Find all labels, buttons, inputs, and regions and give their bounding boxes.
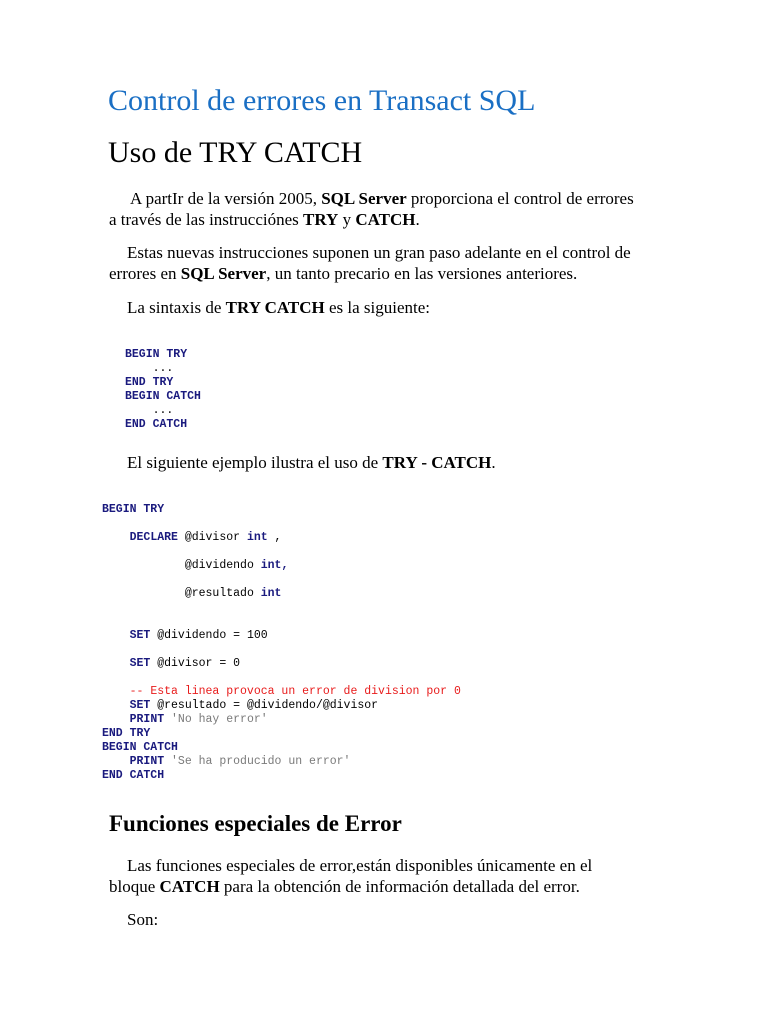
code-keyword: SET [129,699,151,712]
example-intro [127,452,496,473]
code-keyword: END TRY [102,727,151,740]
code-keyword: int, [260,559,289,572]
code-string: 'Se ha producido un error' [164,755,351,768]
code-keyword: int [246,531,268,544]
code-keyword: END CATCH [125,418,188,431]
para2-line-2 [109,263,631,284]
text-bold: TRY CATCH [225,298,325,317]
para2-line-1: Estas nuevas instrucciones suponen un gran paso adelante en el control de [127,243,631,262]
code-keyword: END CATCH [102,769,165,782]
code-keyword: END TRY [125,376,174,389]
text: , un tanto precario en las versiones anteriores. [266,264,578,283]
code-text: , [267,531,282,544]
example-code-block [102,503,461,783]
code-keyword: SET [129,657,151,670]
syntax-code-block [125,348,201,432]
text-bold: CATCH [159,877,220,896]
text: es la siguiente: [324,298,430,317]
page-title: Control de errores en Transact SQL [108,84,536,117]
text: proporciona el control de errores [406,189,634,208]
text-bold: SQL Server [180,264,267,283]
code-keyword: int [260,587,282,600]
para3-line-2 [109,876,592,897]
code-keyword: PRINT [129,713,165,726]
code-text: @dividendo = 100 [150,629,268,642]
text: A partIr de la versión 2005, [130,189,322,208]
code-keyword: BEGIN CATCH [102,741,178,754]
code-text: @resultado [184,587,261,600]
code-text: @divisor = 0 [150,657,241,670]
son-label: Son: [127,910,159,929]
code-keyword: BEGIN TRY [125,348,188,361]
code-keyword: BEGIN TRY [102,503,165,516]
paragraph-3 [109,855,592,897]
text-bold: CATCH [355,210,416,229]
code-text: ... [152,362,174,375]
code-text: @resultado = @dividendo/@divisor [150,699,379,712]
code-text: @divisor [177,531,247,544]
text: . [491,453,496,472]
text: La sintaxis de [127,298,226,317]
text: errores en [109,264,181,283]
text: . [415,210,420,229]
syntax-intro [127,297,430,318]
text-bold: TRY [303,210,339,229]
section-heading-error-functions: Funciones especiales de Error [109,811,402,836]
intro-line-2 [109,209,634,230]
text-bold: TRY - CATCH [382,453,492,472]
para3-line-1: Las funciones especiales de error,están disponibles únicamente en el [127,856,593,875]
code-keyword: DECLARE [129,531,178,544]
text: El siguiente ejemplo ilustra el uso de [127,453,383,472]
code-keyword: SET [129,629,151,642]
text: y [338,210,356,229]
intro-paragraph [109,188,634,230]
paragraph-2 [109,242,631,284]
code-comment: -- Esta linea provoca un error de division por 0 [129,685,461,698]
text: para la obtención de información detallada del error. [219,877,580,896]
code-text: ... [152,404,174,417]
section-heading-try-catch: Uso de TRY CATCH [108,136,363,169]
intro-line-1 [109,188,634,209]
code-string: 'No hay error' [164,713,268,726]
text: a través de las instrucciónes [109,210,304,229]
text: bloque [109,877,160,896]
code-keyword: BEGIN CATCH [125,390,201,403]
text-bold: SQL Server [321,189,407,208]
code-text: @dividendo [184,559,261,572]
code-keyword: PRINT [129,755,165,768]
